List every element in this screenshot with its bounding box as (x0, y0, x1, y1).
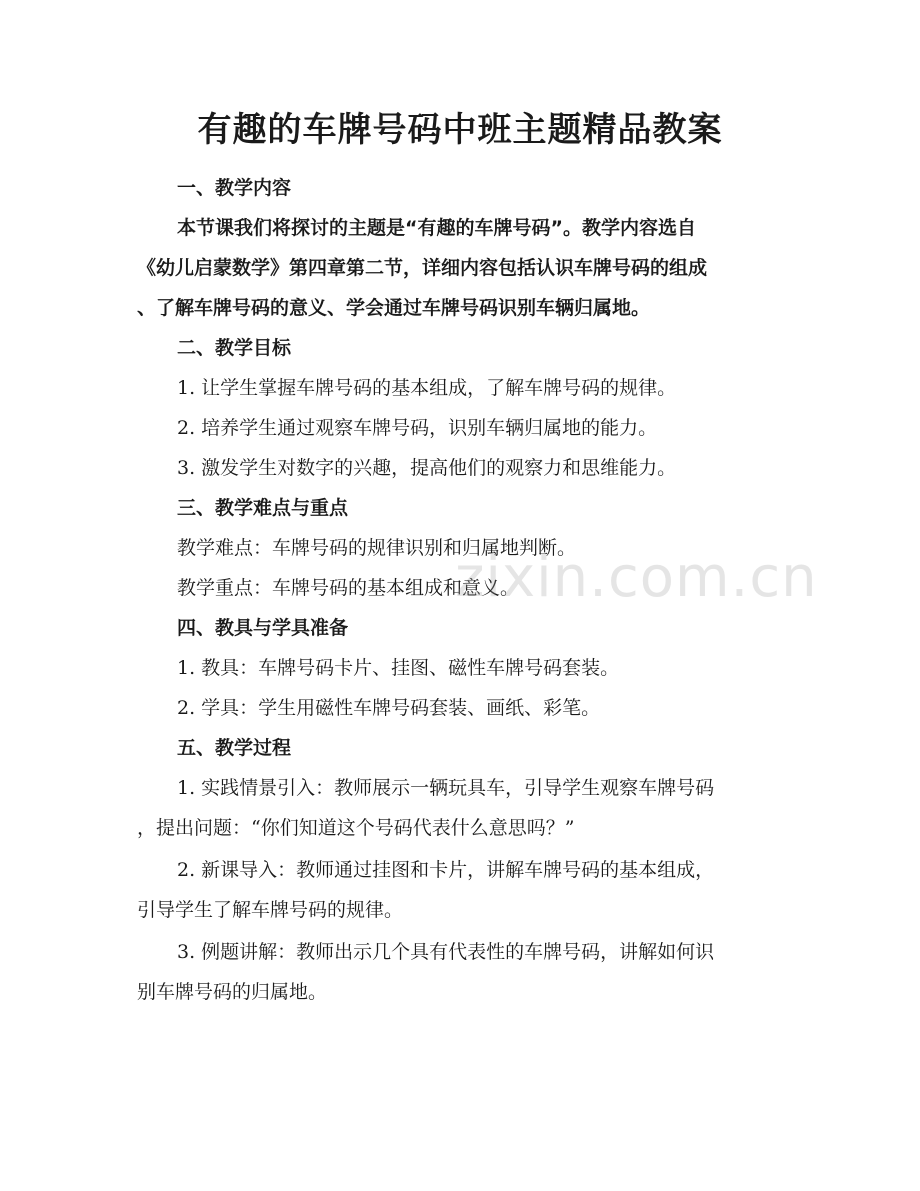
step-line: 1. 实践情景引入：教师展示一辆玩具车，引导学生观察车牌号码 (177, 777, 715, 799)
list-item: 2. 培养学生通过观察车牌号码，识别车辆归属地的能力。 (177, 417, 658, 439)
list-item: 2. 学具：学生用磁性车牌号码套装、画纸、彩笔。 (177, 697, 601, 719)
list-item: 教学重点：车牌号码的基本组成和意义。 (177, 577, 520, 599)
process-step (137, 850, 787, 930)
list-item: 1. 教具：车牌号码卡片、挂图、磁性车牌号码套装。 (177, 657, 620, 679)
section-heading: 四、教具与学具准备 (177, 617, 349, 639)
document-title: 有趣的车牌号码中班主题精品教案 (197, 110, 723, 150)
paragraph-line: 、了解车牌号码的意义、学会通过车牌号码识别车辆归属地。 (137, 297, 651, 319)
list-item: 教学难点：车牌号码的规律识别和归属地判断。 (177, 537, 577, 559)
list-item: 3. 激发学生对数字的兴趣，提高他们的观察力和思维能力。 (177, 457, 677, 479)
list-item: 1. 让学生掌握车牌号码的基本组成，了解车牌号码的规律。 (177, 377, 677, 399)
paragraph-line: 《幼儿启蒙数学》第四章第二节，详细内容包括认识车牌号码的组成 (137, 257, 708, 279)
step-line: ，提出问题：“你们知道这个号码代表什么意思吗？” (137, 817, 575, 839)
watermark-text: zixin.com.cn (455, 545, 818, 610)
step-line: 3. 例题讲解：教师出示几个具有代表性的车牌号码，讲解如何识 (177, 941, 715, 963)
step-line: 引导学生了解车牌号码的规律。 (137, 899, 404, 921)
section-heading: 一、教学内容 (177, 177, 292, 199)
process-step (137, 932, 787, 1012)
paragraph-line: 本节课我们将探讨的主题是“有趣的车牌号码”。教学内容选自 (177, 217, 696, 239)
section-heading: 五、教学过程 (177, 737, 292, 759)
section-heading: 二、教学目标 (177, 337, 292, 359)
document-body (137, 168, 787, 1012)
process-step (137, 768, 787, 848)
section-paragraph (137, 208, 787, 328)
section-heading: 三、教学难点与重点 (177, 497, 349, 519)
step-line: 2. 新课导入：教师通过挂图和卡片，讲解车牌号码的基本组成， (177, 859, 715, 881)
step-line: 别车牌号码的归属地。 (137, 981, 328, 1003)
